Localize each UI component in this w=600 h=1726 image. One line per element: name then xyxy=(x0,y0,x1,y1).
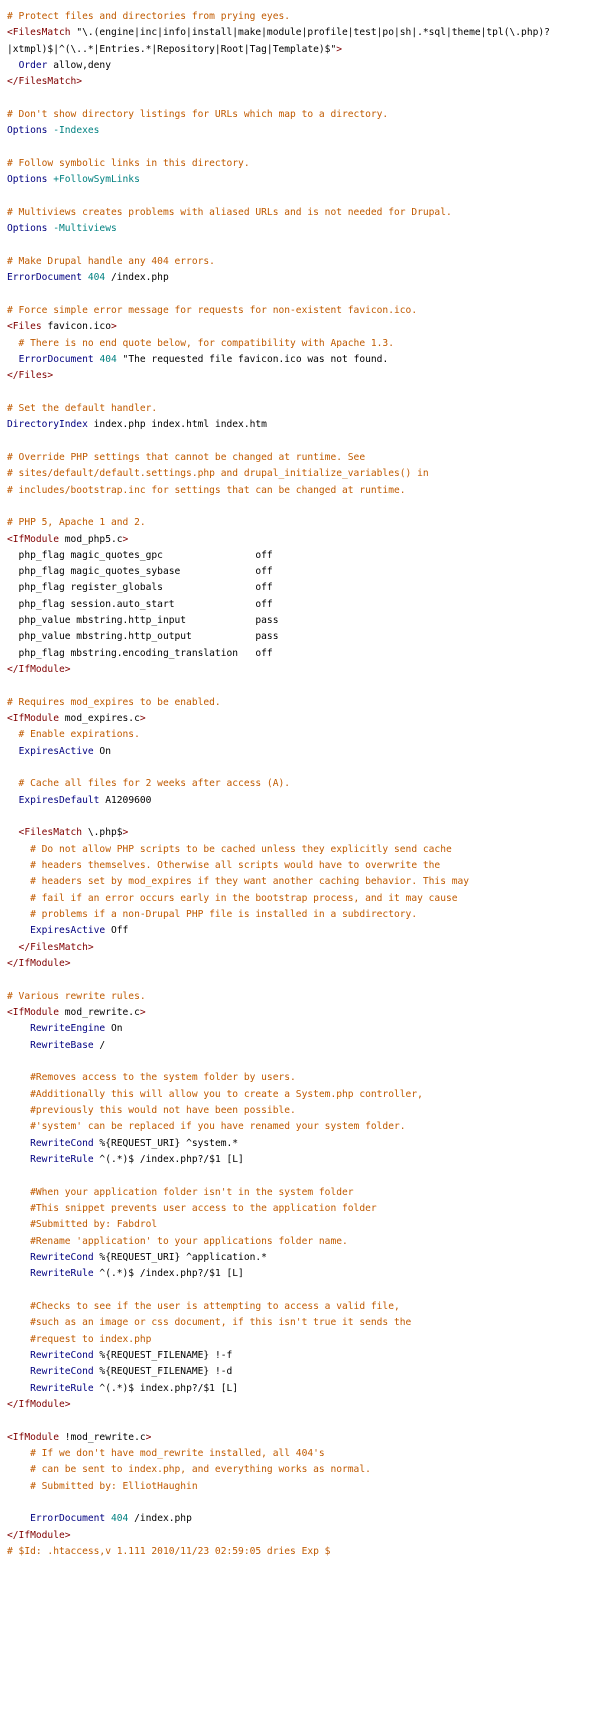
code-token: </IfModule> xyxy=(7,958,71,970)
code-token xyxy=(7,1040,30,1051)
code-line xyxy=(7,156,600,172)
code-token: # Make Drupal handle any 404 errors. xyxy=(7,255,215,267)
code-token: # headers themselves. Otherwise all scripts would have to overwrite the xyxy=(7,860,441,872)
code-token: <FilesMatch xyxy=(7,27,77,39)
code-token: RewriteRule xyxy=(30,1268,94,1280)
code-token: Options xyxy=(7,174,48,186)
code-line xyxy=(7,923,600,939)
code-line xyxy=(7,940,600,956)
code-token: Options xyxy=(7,125,48,137)
code-line xyxy=(7,548,600,564)
code-token: > xyxy=(110,321,117,333)
code-line xyxy=(7,483,600,499)
code-line xyxy=(7,319,600,335)
code-line xyxy=(7,1397,600,1413)
code-line xyxy=(7,499,600,515)
code-token: RewriteCond xyxy=(30,1137,94,1149)
code-token: #previously this would not have been possible. xyxy=(7,1104,296,1116)
code-line xyxy=(7,303,600,319)
code-line xyxy=(7,401,600,417)
code-token: #'system' can be replaced if you have renamed your system folder. xyxy=(7,1121,406,1133)
code-line xyxy=(7,1266,600,1282)
code-line xyxy=(7,91,600,107)
code-line xyxy=(7,1446,600,1462)
code-token: # problems if a non-Drupal PHP file is installed in a subdirectory. xyxy=(7,909,418,921)
code-token: # Force simple error message for requests for non-existent favicon.ico. xyxy=(7,304,418,316)
code-line xyxy=(7,1511,600,1527)
code-token: / xyxy=(93,1039,106,1051)
code-token: #This snippet prevents user access to the application folder xyxy=(7,1202,377,1214)
code-line xyxy=(7,1070,600,1086)
code-token: #Additionally this will allow you to create a System.php controller, xyxy=(7,1088,423,1100)
code-token xyxy=(7,1252,30,1263)
code-line xyxy=(7,597,600,613)
code-line xyxy=(7,907,600,923)
code-line xyxy=(7,1021,600,1037)
code-token: <IfModule xyxy=(7,533,65,545)
code-line xyxy=(7,1119,600,1135)
code-line xyxy=(7,825,600,841)
code-token: On xyxy=(93,745,111,757)
code-token: RewriteRule xyxy=(30,1153,94,1165)
code-line xyxy=(7,1038,600,1054)
code-token: # Override PHP settings that cannot be changed at runtime. See xyxy=(7,451,366,463)
code-token: mod_php5.c xyxy=(64,533,123,545)
code-line xyxy=(7,727,600,743)
code-line xyxy=(7,760,600,776)
code-token xyxy=(7,354,19,365)
code-line xyxy=(7,74,600,90)
code-token: +FollowSymLinks xyxy=(47,174,140,186)
code-token: <FilesMatch xyxy=(7,827,88,839)
code-token: #Removes access to the system folder by users. xyxy=(7,1072,296,1084)
code-line xyxy=(7,1495,600,1511)
code-token: %{REQUEST_URI} ^application.* xyxy=(93,1251,267,1263)
code-token: mod_rewrite.c xyxy=(64,1007,140,1019)
code-line xyxy=(7,450,600,466)
code-token: > xyxy=(145,1431,152,1443)
code-token: </Files> xyxy=(7,370,54,382)
code-token xyxy=(7,60,19,71)
code-token: Options xyxy=(7,223,48,235)
code-token: > xyxy=(139,1007,146,1019)
code-token: /index.php xyxy=(128,1513,192,1525)
code-token: #Submitted by: Fabdrol xyxy=(7,1219,158,1231)
code-token: ExpiresActive xyxy=(30,925,106,937)
code-token: %{REQUEST_FILENAME} !-f xyxy=(93,1349,233,1361)
code-token xyxy=(7,1154,30,1165)
code-line xyxy=(7,417,600,433)
code-token: RewriteCond xyxy=(30,1366,94,1378)
code-line xyxy=(7,1544,600,1560)
code-line xyxy=(7,25,600,41)
code-line xyxy=(7,1234,600,1250)
code-line xyxy=(7,678,600,694)
code-token: %{REQUEST_FILENAME} !-d xyxy=(93,1366,233,1378)
code-line xyxy=(7,695,600,711)
code-line xyxy=(7,613,600,629)
code-token: #When your application folder isn't in the system folder xyxy=(7,1186,354,1198)
code-token: # sites/default/default.settings.php and drupal_initialize_variables() in xyxy=(7,468,429,480)
code-token: # Submitted by: ElliotHaughin xyxy=(7,1480,198,1492)
code-line xyxy=(7,858,600,874)
code-line xyxy=(7,58,600,74)
code-token: favicon.ico xyxy=(47,321,111,333)
code-token: <IfModule xyxy=(7,1431,65,1443)
code-line xyxy=(7,1152,600,1168)
code-line xyxy=(7,532,600,548)
code-line xyxy=(7,989,600,1005)
code-line xyxy=(7,1528,600,1544)
code-line xyxy=(7,42,600,58)
code-token: php_value mbstring.http_output pass xyxy=(7,631,279,643)
code-token: RewriteEngine xyxy=(30,1023,106,1035)
code-token: php_flag magic_quotes_sybase off xyxy=(7,566,273,578)
code-line xyxy=(7,744,600,760)
code-token: Off xyxy=(105,925,129,937)
code-token: # Set the default handler. xyxy=(7,402,158,414)
code-line xyxy=(7,140,600,156)
code-line xyxy=(7,352,600,368)
code-token: # PHP 5, Apache 1 and 2. xyxy=(7,517,146,529)
code-token: > xyxy=(122,827,129,839)
code-token: ^(.*)$ /index.php?/$1 [L] xyxy=(93,1268,244,1280)
code-token: Order xyxy=(18,59,48,71)
code-line xyxy=(7,776,600,792)
code-line xyxy=(7,1332,600,1348)
code-token: > xyxy=(122,533,129,545)
code-token: # Follow symbolic links in this directory. xyxy=(7,157,250,169)
code-line xyxy=(7,1315,600,1331)
code-token: #Rename 'application' to your applications folder name. xyxy=(7,1235,348,1247)
code-token xyxy=(7,1513,30,1524)
code-line xyxy=(7,189,600,205)
code-line xyxy=(7,956,600,972)
code-token: allow,deny xyxy=(47,59,111,71)
code-token: 404 xyxy=(99,353,117,365)
code-line xyxy=(7,1201,600,1217)
code-line xyxy=(7,874,600,890)
code-token: RewriteBase xyxy=(30,1039,94,1051)
code-token xyxy=(7,1366,30,1377)
code-line xyxy=(7,205,600,221)
code-line xyxy=(7,809,600,825)
code-token: </IfModule> xyxy=(7,1529,71,1541)
code-line xyxy=(7,1348,600,1364)
code-line xyxy=(7,564,600,580)
code-token: index.php index.html index.htm xyxy=(87,419,267,431)
code-token: ExpiresDefault xyxy=(18,794,100,806)
code-token: php_flag register_globals off xyxy=(7,582,273,594)
code-token: php_value mbstring.http_input pass xyxy=(7,615,279,627)
code-line xyxy=(7,1005,600,1021)
code-line xyxy=(7,1168,600,1184)
code-token xyxy=(7,795,19,806)
code-line xyxy=(7,580,600,596)
code-token: ErrorDocument xyxy=(7,272,83,284)
code-token: ErrorDocument xyxy=(18,353,94,365)
code-token: A1209600 xyxy=(99,794,152,806)
code-line xyxy=(7,254,600,270)
code-line xyxy=(7,1054,600,1070)
code-token: RewriteCond xyxy=(30,1251,94,1263)
code-token: # can be sent to index.php, and everything works as normal. xyxy=(7,1464,371,1476)
code-token: # Requires mod_expires to be enabled. xyxy=(7,696,221,708)
code-token: <IfModule xyxy=(7,1007,65,1019)
code-token: # Cache all files for 2 weeks after access (A). xyxy=(7,778,291,790)
code-line xyxy=(7,1136,600,1152)
code-token: # $Id: .htaccess,v 1.111 2010/11/23 02:59:05 dries Exp $ xyxy=(7,1545,331,1557)
code-token: # There is no end quote below, for compatibility with Apache 1.3. xyxy=(7,337,394,349)
code-token: ErrorDocument xyxy=(30,1513,106,1525)
code-line xyxy=(7,1087,600,1103)
code-token: ^(.*)$ /index.php?/$1 [L] xyxy=(93,1153,244,1165)
code-token xyxy=(7,1350,30,1361)
code-token xyxy=(7,1138,30,1149)
code-token: /index.php xyxy=(105,272,169,284)
code-token: # If we don't have mod_rewrite installed, all 404's xyxy=(7,1447,325,1459)
code-line xyxy=(7,1250,600,1266)
code-token: # Do not allow PHP scripts to be cached unless they explicitly send cache xyxy=(7,843,452,855)
code-token: #request to index.php xyxy=(7,1333,152,1345)
code-token: # Don't show directory listings for URLs which map to a directory. xyxy=(7,108,389,120)
code-line xyxy=(7,1185,600,1201)
code-line xyxy=(7,1462,600,1478)
code-token xyxy=(7,1268,30,1279)
code-token: # Multiviews creates problems with aliased URLs and is not needed for Drupal. xyxy=(7,206,452,218)
code-line xyxy=(7,1217,600,1233)
code-token xyxy=(7,925,30,936)
code-token: # headers set by mod_expires if they want another caching behavior. This may xyxy=(7,876,470,888)
code-token: <IfModule xyxy=(7,713,65,725)
code-line xyxy=(7,9,600,25)
code-token: # includes/bootstrap.inc for settings that can be changed at runtime. xyxy=(7,484,406,496)
code-line xyxy=(7,172,600,188)
code-token: <Files xyxy=(7,321,48,333)
code-line xyxy=(7,123,600,139)
code-token: ^(.*)$ index.php?/$1 [L] xyxy=(93,1382,239,1394)
code-token: |xtmpl)$|^(\..*|Entries.*|Repository|Root|Tag|Template)$" xyxy=(7,43,337,55)
code-token xyxy=(7,1023,30,1034)
code-token: \.php$ xyxy=(87,827,123,839)
code-line xyxy=(7,629,600,645)
code-line xyxy=(7,238,600,254)
code-line xyxy=(7,221,600,237)
code-token: #such as an image or css document, if this isn't true it sends the xyxy=(7,1317,412,1329)
code-token: # Protect files and directories from prying eyes. xyxy=(7,11,291,22)
code-token: </FilesMatch> xyxy=(7,76,83,88)
code-line xyxy=(7,662,600,678)
code-token: -Indexes xyxy=(47,125,100,137)
code-line xyxy=(7,1413,600,1429)
code-line xyxy=(7,1364,600,1380)
code-token: </FilesMatch> xyxy=(7,941,94,953)
code-line xyxy=(7,891,600,907)
code-line xyxy=(7,336,600,352)
code-token: # Enable expirations. xyxy=(7,729,140,741)
code-token: > xyxy=(336,43,343,55)
code-line xyxy=(7,270,600,286)
code-token xyxy=(7,746,19,757)
code-token: php_flag magic_quotes_gpc off xyxy=(7,549,273,561)
code-line xyxy=(7,711,600,727)
code-token: # fail if an error occurs early in the bootstrap process, and it may cause xyxy=(7,892,458,904)
code-line xyxy=(7,1479,600,1495)
code-line xyxy=(7,1430,600,1446)
code-token: ExpiresActive xyxy=(18,745,94,757)
code-line xyxy=(7,107,600,123)
code-token: -Multiviews xyxy=(47,223,117,235)
code-token: mod_expires.c xyxy=(64,713,140,725)
code-line xyxy=(7,434,600,450)
code-token: "\.(engine|inc|info|install|make|module|profile|test|po|sh|.*sql|theme|tpl(\.php)? xyxy=(76,27,550,39)
code-token: php_flag mbstring.encoding_translation off xyxy=(7,647,273,659)
code-line xyxy=(7,842,600,858)
code-token: # Various rewrite rules. xyxy=(7,990,146,1002)
code-line xyxy=(7,646,600,662)
code-token: RewriteCond xyxy=(30,1349,94,1361)
code-line xyxy=(7,1381,600,1397)
code-token: </IfModule> xyxy=(7,664,71,676)
code-token: php_flag session.auto_start off xyxy=(7,598,273,610)
code-token xyxy=(7,1383,30,1394)
code-line xyxy=(7,1299,600,1315)
code-token: RewriteRule xyxy=(30,1382,94,1394)
code-token: %{REQUEST_URI} ^system.* xyxy=(93,1137,239,1149)
code-line xyxy=(7,1283,600,1299)
code-line xyxy=(7,1103,600,1119)
code-token: DirectoryIndex xyxy=(7,419,88,431)
code-token: 404 xyxy=(87,272,106,284)
code-token: </IfModule> xyxy=(7,1398,71,1410)
code-token: #Checks to see if the user is attempting to access a valid file, xyxy=(7,1300,400,1312)
code-token: "The requested file favicon.ico was not found. xyxy=(116,353,389,365)
code-line xyxy=(7,287,600,303)
code-token: 404 xyxy=(110,1513,129,1525)
code-line xyxy=(7,368,600,384)
code-token: > xyxy=(139,713,146,725)
code-line xyxy=(7,793,600,809)
code-line xyxy=(7,515,600,531)
code-token: On xyxy=(105,1023,123,1035)
code-line xyxy=(7,972,600,988)
code-line xyxy=(7,385,600,401)
code-token: !mod_rewrite.c xyxy=(64,1431,146,1443)
code-line xyxy=(7,466,600,482)
